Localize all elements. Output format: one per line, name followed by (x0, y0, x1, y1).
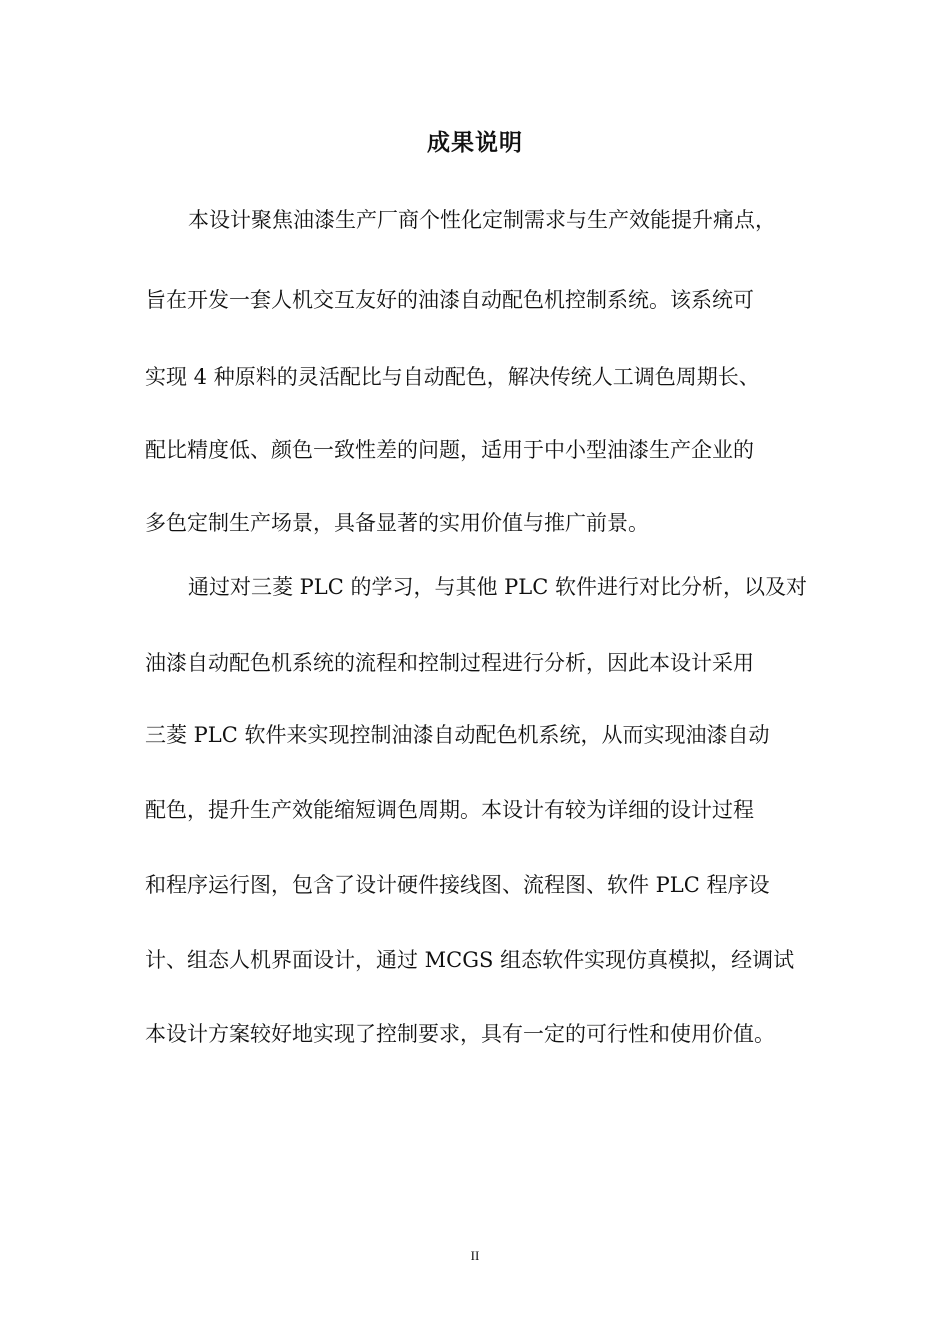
paragraph-1-line-5: 多色定制生产场景，具备显著的实用价值与推广前景。 (145, 511, 649, 535)
paragraph-2-line-5: 和程序运行图，包含了设计硬件接线图、流程图、软件 PLC 程序设 (145, 873, 770, 897)
paragraph-1-line-1: 本设计聚焦油漆生产厂商个性化定制需求与生产效能提升痛点， (188, 208, 776, 232)
paragraph-1-line-3: 实现 4 种原料的灵活配比与自动配色，解决传统人工调色周期长、 (145, 365, 760, 389)
page-number: II (470, 1248, 480, 1263)
paragraph-2-line-4: 配色，提升生产效能缩短调色周期。本设计有较为详细的设计过程 (145, 798, 754, 822)
paragraph-2-line-7: 本设计方案较好地实现了控制要求，具有一定的可行性和使用价值。 (145, 1022, 775, 1046)
paragraph-2-line-6: 计、组态人机界面设计，通过 MCGS 组态软件实现仿真模拟，经调试 (145, 948, 795, 972)
page-title: 成果说明 (427, 130, 523, 156)
paragraph-2-line-3: 三菱 PLC 软件来实现控制油漆自动配色机系统，从而实现油漆自动 (145, 723, 770, 747)
paragraph-2-line-2: 油漆自动配色机系统的流程和控制过程进行分析，因此本设计采用 (145, 651, 754, 675)
paragraph-2-line-1: 通过对三菱 PLC 的学习，与其他 PLC 软件进行对比分析，以及对 (188, 575, 807, 599)
paragraph-1-line-4: 配比精度低、颜色一致性差的问题，适用于中小型油漆生产企业的 (145, 438, 754, 462)
paragraph-1-line-2: 旨在开发一套人机交互友好的油漆自动配色机控制系统。该系统可 (145, 288, 754, 312)
